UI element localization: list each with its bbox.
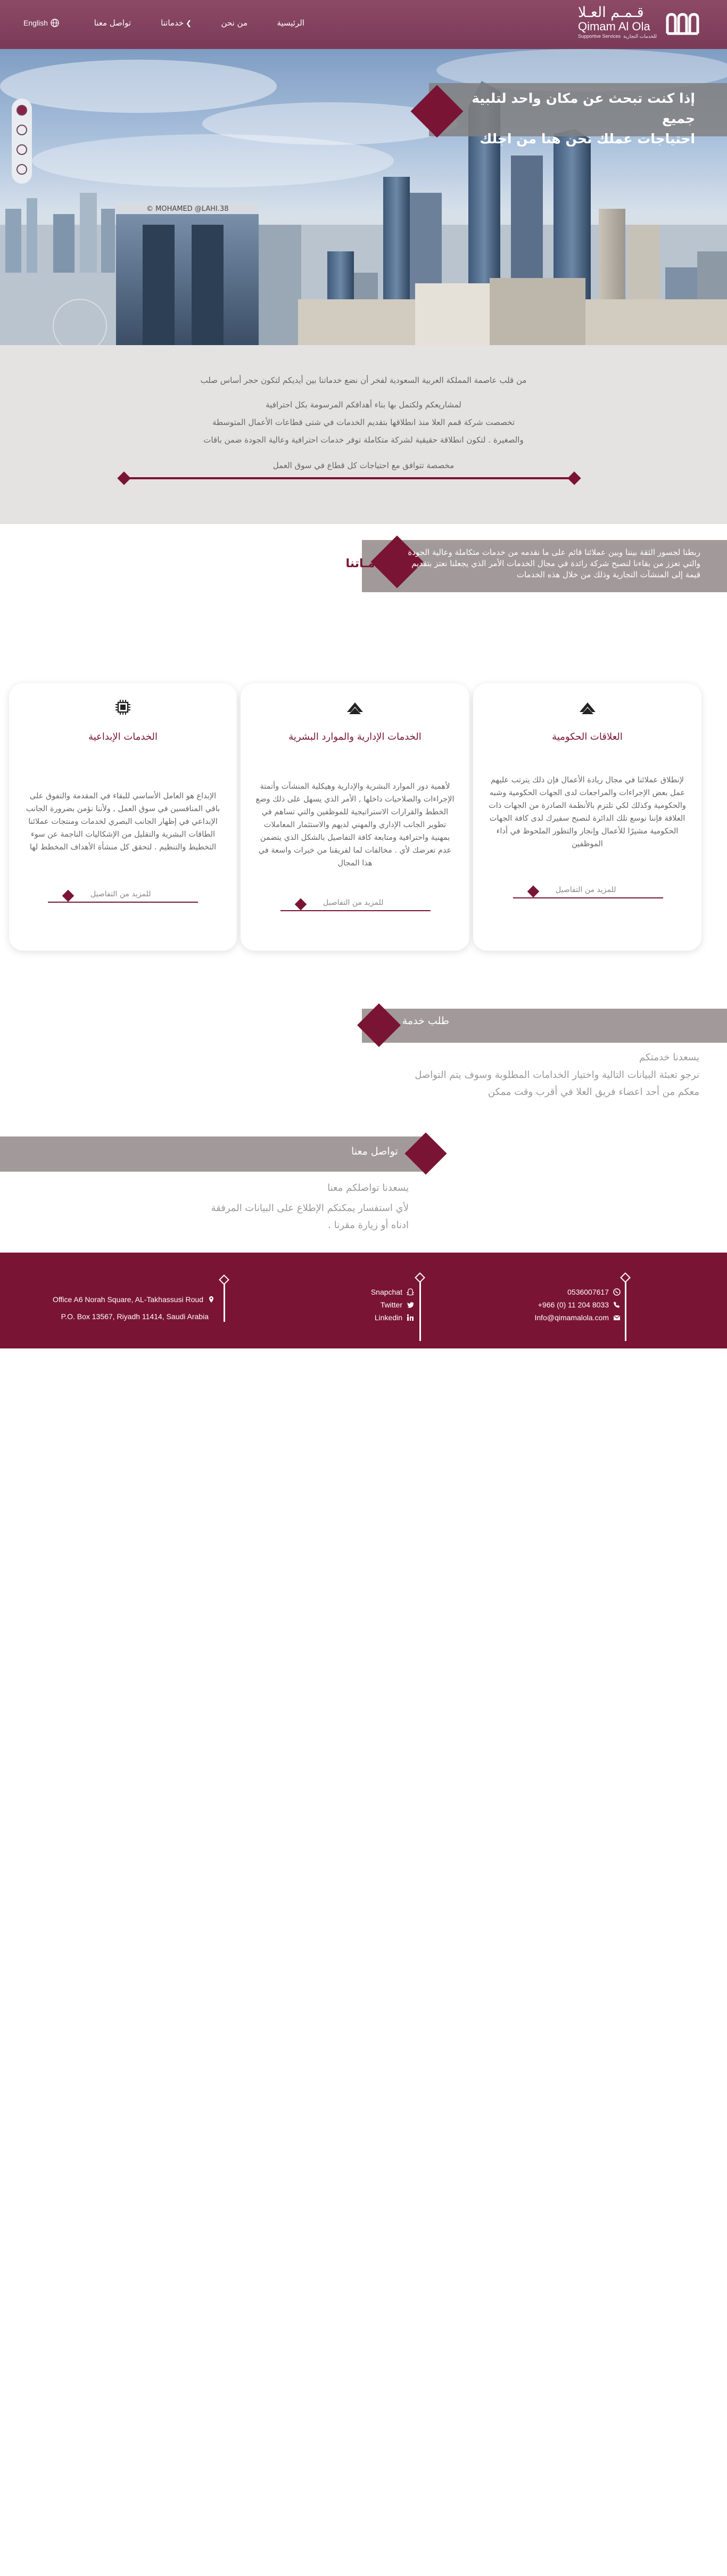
footer-twitter-label: Twitter (380, 1301, 402, 1309)
intro-line-1: من قلب عاصمة المملكة العربية السعودية لفخر أن نضع خدماتنا بين أيديكم لتكون حجر أساس صلب (200, 375, 527, 385)
whatsapp-icon (613, 1288, 621, 1296)
service-card-admin-hr (241, 683, 469, 951)
request-line-1: يسعدنا خدمتكم (639, 1052, 699, 1063)
logo-english: Qimam Al Ola (577, 20, 650, 33)
card-title: الخدمات الإدارية والموارد البشرية (288, 731, 422, 742)
footer-snapchat[interactable] (371, 1288, 414, 1296)
footer-landline[interactable] (538, 1301, 621, 1309)
card-title: العلاقات الحكومية (552, 731, 623, 742)
card-more-link[interactable] (513, 886, 663, 898)
request-line-2: نرجو تعبئة البيانات التالية واختيار الخدامات المطلوبة وسوف يتم التواصل (415, 1069, 699, 1081)
arrow-stack-icon (346, 698, 364, 716)
building-sign: © MOHAMED @LAHI.38 (146, 205, 229, 213)
intro-line-2: لمشاريعكم ولكتمل بها بناء أهدافكم المرسومة بكل احترافية (266, 400, 461, 410)
card-title: الخدمات الإبداعية (88, 731, 158, 742)
footer-address-value: Office A6 Norah Square, AL-Takhassusi Roud (52, 1295, 203, 1304)
slide-dot-2[interactable] (16, 125, 27, 135)
hero-slider (0, 49, 727, 345)
arrow-stack-icon (579, 698, 597, 716)
services-description: ربطنا لجسور الثقة بيننا وبين عملائنا قائم على ما نقدمه من خدمات متكاملة وعالية الجودة والتي تعزز من بقاءنا لنصبح شركة رائدة في مجال الخدمات الأمر الذي يجعلنا نعتز بتقديم قيمة إلى المنشآت التجارية وذلك من خلال هذه الخدمات (408, 547, 700, 579)
diamond-icon (567, 471, 581, 485)
chevron-left-icon: ❮ (186, 20, 192, 28)
card-more-link[interactable] (48, 890, 198, 903)
intro-line-4: والصغيرة . لتكون انطلاقة حقيقية لشركة متكاملة توفر خدمات احترافية وعالية الجودة ضمن باقات (203, 435, 524, 445)
site-footer (0, 1253, 727, 2575)
envelope-icon (613, 1314, 621, 1321)
footer-linkedin-label: Linkedin (374, 1313, 402, 1322)
service-card-government (473, 683, 701, 951)
contact-line-3: ادناه أو زيارة مقرنا . (328, 1220, 409, 1231)
slider-pagination (12, 99, 32, 184)
slide-dot-1[interactable] (16, 105, 27, 116)
twitter-icon (407, 1301, 414, 1309)
footer-mobile[interactable] (567, 1288, 621, 1296)
linkedin-icon (407, 1314, 414, 1321)
language-switch[interactable] (23, 19, 59, 27)
diamond-icon (62, 890, 75, 902)
footer-email[interactable] (535, 1313, 621, 1322)
footer-address-line2: P.O. Box 13567, Riyadh 11414, Saudi Arabia (61, 1312, 209, 1321)
footer-address-line1 (53, 1295, 215, 1304)
services-title: خدمـاتنا (345, 557, 390, 570)
card-body: الإبداع هو العامل الأساسي للبقاء في المقدمة والتفوق على باقي المنافسين في سوق العمل , ولأننا نؤمن بضرورة الجانب الإبداعي في إظهار الجانب البصري لخدمات ومنتجات عملائنا الطاقات البشرية والتقليل من الإشكاليات الناجمة عن سوء التخطيط والتنظيم . لتحقق كل منشأة الأهداف المخطط لها (26, 792, 220, 852)
diamond-icon (527, 886, 540, 898)
footer-email-value: Info@qimamalola.com (534, 1313, 609, 1322)
logo-subtitle: Supportive Services للخدمات التجارية (577, 34, 657, 39)
contact-line-2: لأي استفسار يمكنكم الإطلاع على البيانات المرفقة (211, 1203, 409, 1214)
request-line-3: معكم من أحد اعضاء فريق العلا في أقرب وقت ممكن (488, 1086, 699, 1098)
intro-line-5: مخصصة تتوافق مع احتياجات كل قطاع في سوق العمل (272, 461, 455, 470)
intro-section (0, 345, 727, 524)
diamond-icon (219, 1274, 229, 1285)
phone-icon (613, 1301, 621, 1309)
service-card-creative (9, 683, 237, 951)
diamond-icon (415, 1272, 425, 1283)
chip-icon (114, 698, 132, 716)
logo-text (578, 5, 657, 39)
map-pin-icon (208, 1296, 215, 1303)
logo[interactable] (578, 5, 700, 39)
card-body: لأهمية دور الموارد البشرية والإدارية وهيكلية المنشآت وأتمتة الإجراءات والصلاحيات داخلها , الأمر الذي يسهل على ذلك وضع الخطط والقرارات الاستراتيجية للموظفين والتي تساهم في تطوير الجانب الإداري والمهني لديهم والاستثمار المعاملات بمهنية واحترافية ومتابعة كافة التفاصيل بالشكل الذي يتضمن عدم تعرضك لأي . مخالفات لما لفريقنا من خبرات واسعة في هذا المجال (255, 782, 455, 868)
logo-mark-icon (664, 7, 700, 38)
footer-divider (419, 1277, 421, 1341)
footer-twitter[interactable] (381, 1301, 414, 1309)
nav-services[interactable] (161, 18, 192, 28)
hero-caption (429, 83, 727, 146)
nav-about[interactable]: من نحن (221, 18, 247, 28)
nav-services-label: خدماتنا (161, 18, 184, 28)
contact-line-1: يسعدنا تواصلكم معنا (327, 1182, 409, 1193)
nav-contact[interactable]: تواصل معنا (94, 18, 131, 28)
card-more-label: للمزيد من التفاصيل (90, 890, 151, 898)
card-more-label: للمزيد من التفاصيل (323, 898, 384, 907)
language-label: English (23, 19, 48, 27)
watermark-url: mostaql.com (319, 2564, 380, 2575)
globe-icon (51, 19, 59, 27)
hero-title: إذا كنت تبحث عن مكان واحد لتلبية جميع احتياجات عملك نحن هنا من اجلك (472, 91, 695, 146)
footer-snapchat-label: Snapchat (370, 1288, 402, 1296)
intro-line-3: تخصصت شركة قمم العلا منذ انطلاقها بتقديم الخدمات في شتى قطاعات الأعمال المتوسطة (212, 418, 515, 427)
divider-line (123, 477, 576, 479)
nav-home[interactable]: الرئيسية (277, 18, 304, 28)
card-more-link[interactable] (280, 898, 431, 911)
footer-mobile-value: 0536007617 (567, 1288, 609, 1296)
footer-landline-value: +966 (0) 11 204 8033 (538, 1301, 609, 1309)
diamond-icon (295, 898, 307, 911)
footer-linkedin[interactable] (375, 1313, 414, 1322)
slide-dot-3[interactable] (16, 144, 27, 155)
footer-divider (224, 1279, 225, 1322)
contact-title: تواصل معنا (351, 1146, 398, 1157)
diamond-icon (620, 1272, 631, 1283)
card-body: لإنطلاق عملائنا في مجال ريادة الأعمال فإن ذلك يترتب عليهم عمل بعض الإجراءات والمراجعات لدى الجهات الحكومية وشبه والحكومية وكذلك لكي تلتزم بالأنظمة الصادرة من الجهات ذات العلاقة فإننا نوسع تلك الدائرة لنصبح سفيرك لدى كافة الجهات الحكومية مشيرًا للأعمال وإنجاز والتطور الملحوظ في أداء الموظفين (489, 776, 686, 848)
diamond-icon (117, 471, 130, 485)
site-header (0, 0, 727, 49)
request-title: طلب خدمة (402, 1015, 449, 1027)
watermark-logo: مستقل (319, 2532, 425, 2566)
card-more-label: للمزيد من التفاصيل (556, 886, 616, 894)
logo-arabic: قـمـم العـلا (577, 4, 644, 21)
slide-dot-4[interactable] (16, 164, 27, 175)
snapchat-icon (407, 1288, 414, 1296)
footer-divider (625, 1277, 626, 1341)
